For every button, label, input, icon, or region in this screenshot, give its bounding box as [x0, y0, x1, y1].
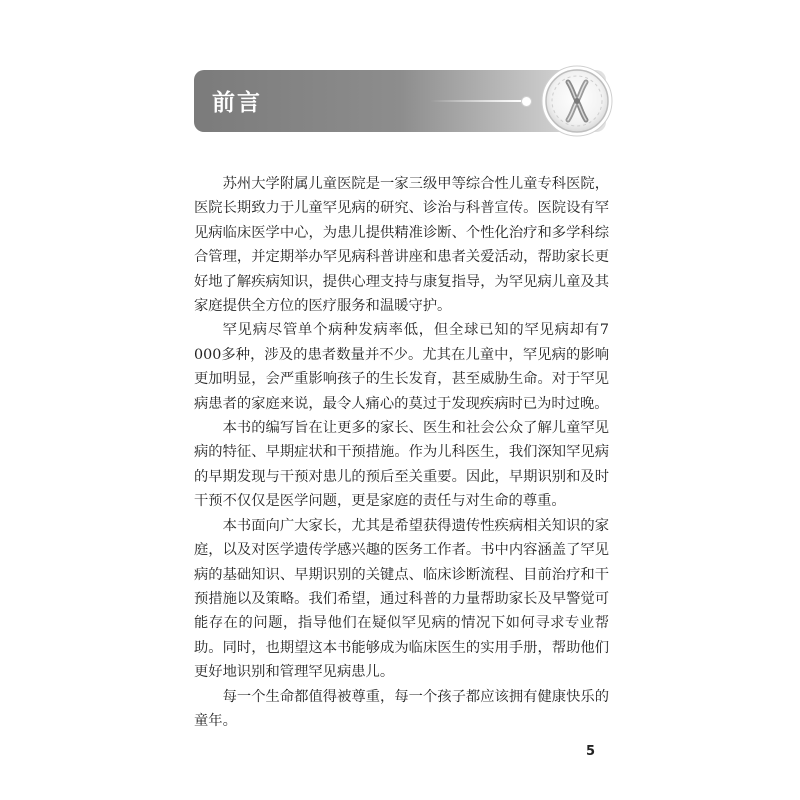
paragraph: 本书面向广大家长，尤其是希望获得遗传性疾病相关知识的家庭，以及对医学遗传学感兴趣的医务工作者。书中内容涵盖了罕见病的基础知识、早期识别的关键点、临床诊断流程、目前治疗和干预措施以及策略。我们希望，通过科普的力量帮助家长及早警觉可能存在的问题，指导他们在疑似罕见病的情况下如何寻求专业帮助。同时，也期望这本书能够成为临床医生的实用手册，帮助他们更好地识别和管理罕见病患儿。 — [194, 517, 609, 681]
header-decorative-line — [430, 100, 522, 102]
chapter-title: 前言 — [212, 90, 262, 116]
paragraph: 每一个生命都值得被尊重，每一个孩子都应该拥有健康快乐的童年。 — [194, 688, 609, 729]
paragraph: 罕见病尽管单个病种发病率低，但全球已知的罕见病却有7 000多种，涉及的患者数量并不少。尤其在儿童中，罕见病的影响更加明显，会严重影响孩子的生长发育，甚至威胁生命。对于罕见病患者的家庭来说，最令人痛心的莫过于发现疾病时已为时过晚。 — [194, 322, 609, 412]
paragraph: 本书的编写旨在让更多的家长、医生和社会公众了解儿童罕见病的特征、早期症状和干预措施。作为儿科医生，我们深知罕见病的早期发现与干预对患儿的预后至关重要。因此，早期识别和及时干预不仅仅是医学问题，更是家庭的责任与对生命的尊重。 — [194, 420, 609, 510]
page-number: 5 — [586, 744, 596, 759]
chromosome-icon — [540, 64, 614, 138]
header-decorative-dot — [521, 96, 532, 107]
paragraph: 苏州大学附属儿童医院是一家三级甲等综合性儿童专科医院，医院长期致力于儿童罕见病的研究、诊治与科普宣传。医院设有罕见病临床医学中心，为患儿提供精准诊断、个性化治疗和多学科综合管理，并定期举办罕见病科普讲座和患者关爱活动，帮助家长更好地了解疾病知识，提供心理支持与康复指导，为罕见病儿童及其家庭提供全方位的医疗服务和温暖守护。 — [194, 176, 609, 315]
preface-body — [194, 172, 609, 733]
